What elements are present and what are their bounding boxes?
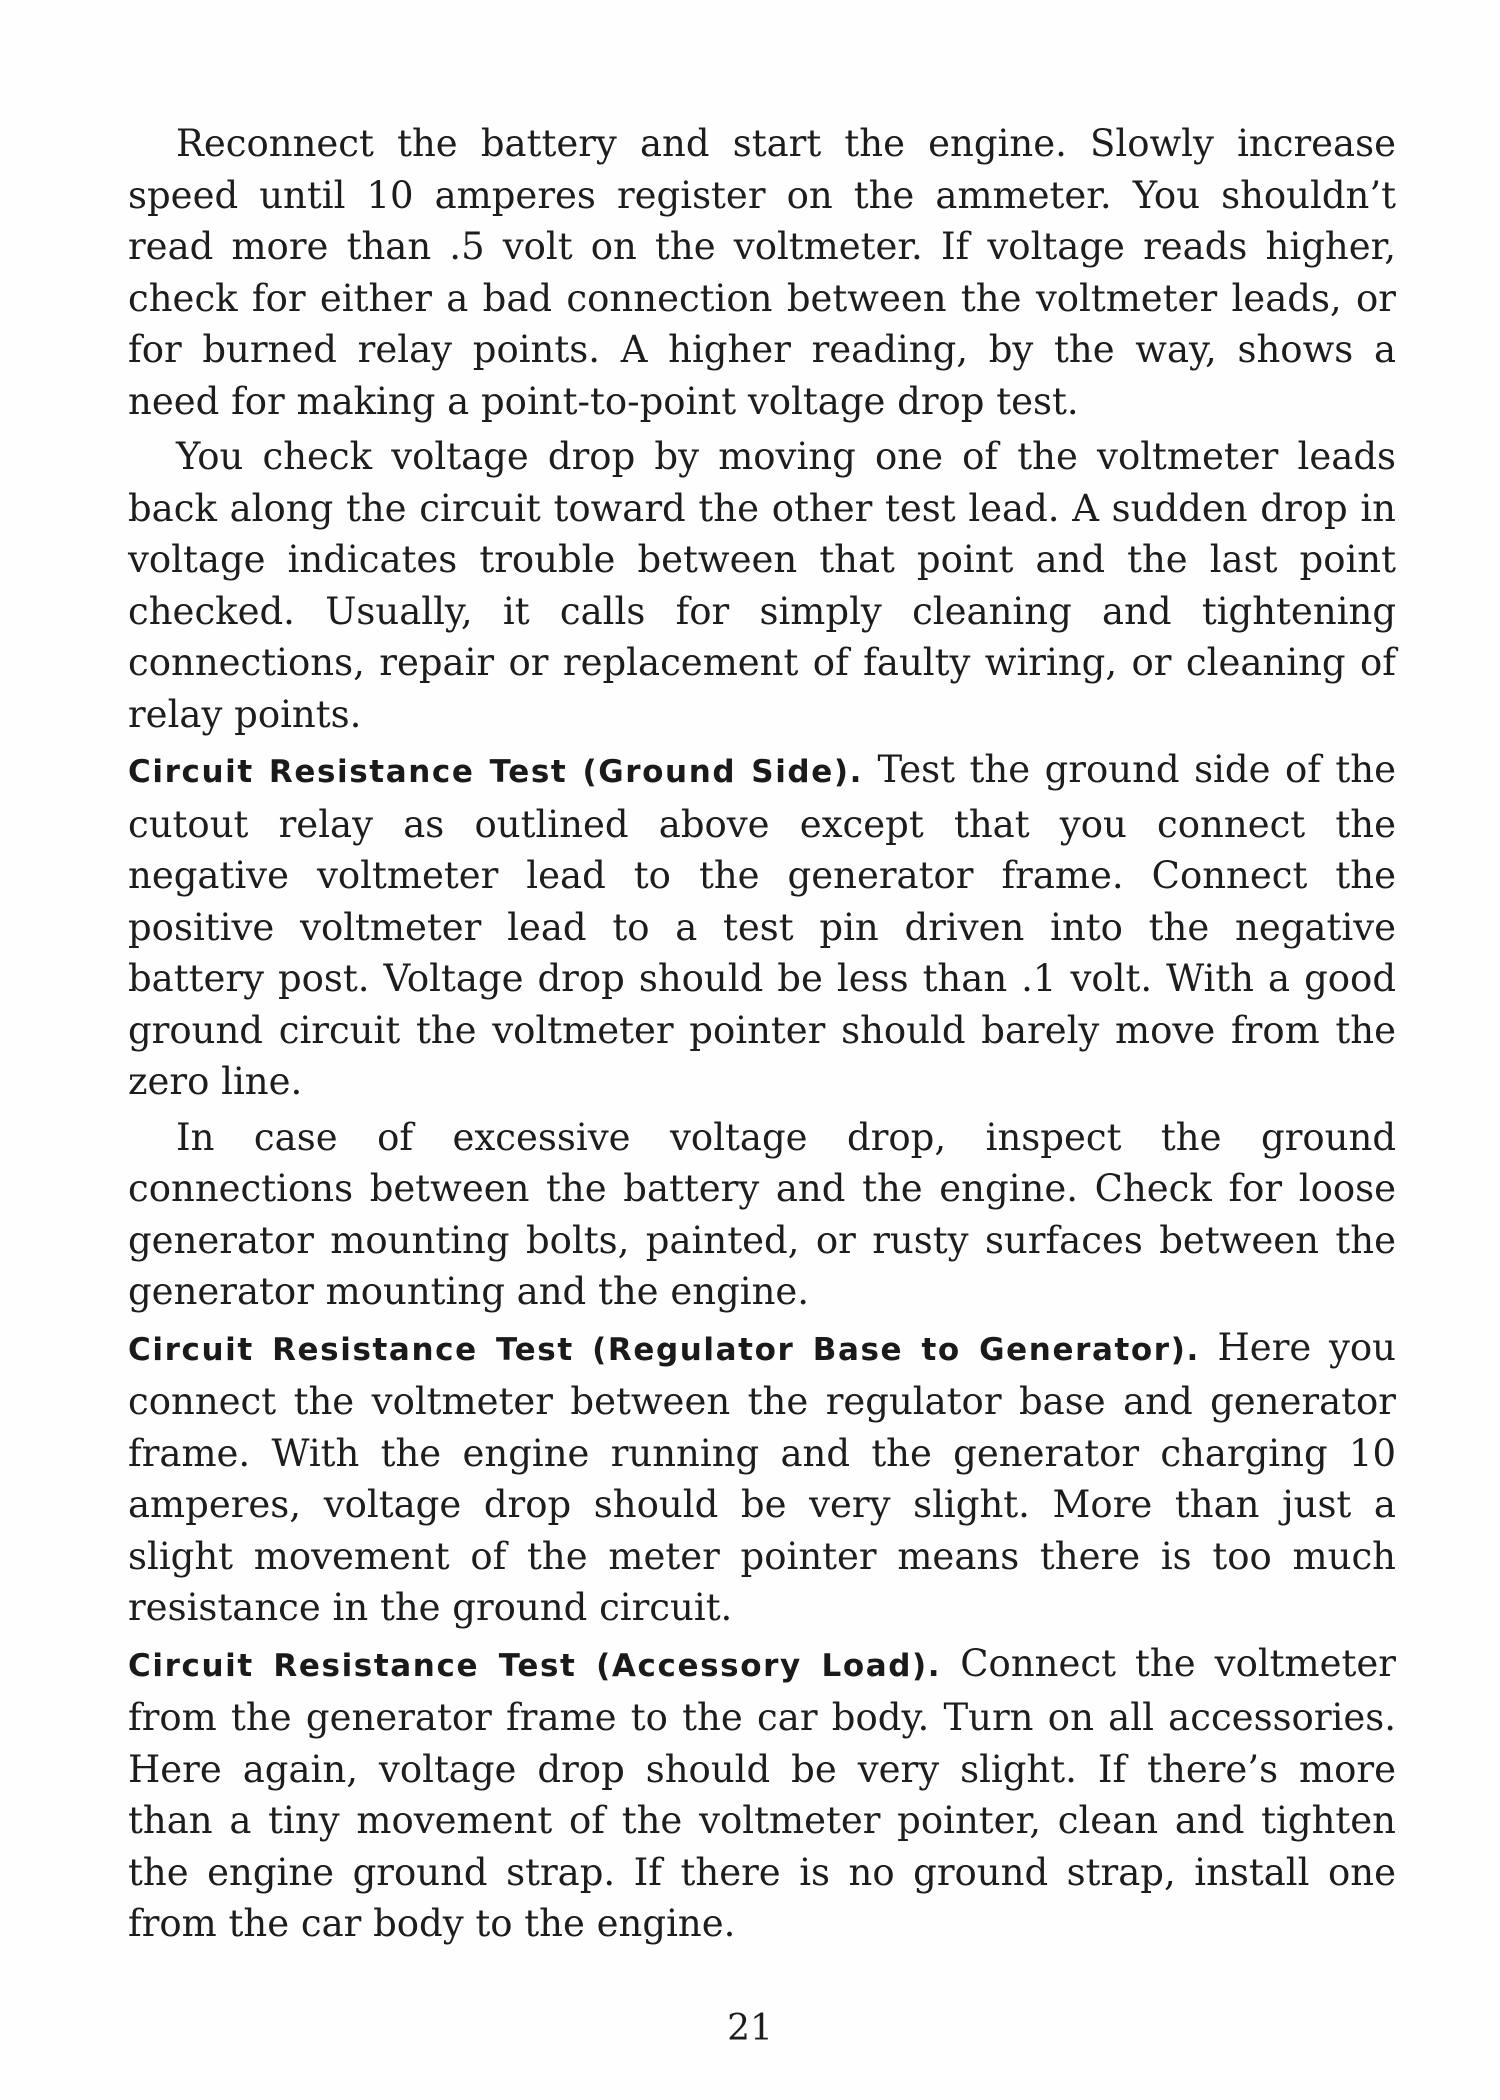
paragraph-text: Connect the voltmeter from the generator frame to the car body. Turn on all accessories. Here again, voltage drop should be very slight. If there’s more than a tiny movement of the voltmeter pointer, clean and tighten the engine ground strap. If there is no ground strap, install one from the car body to the engine. [128,1641,1396,1945]
paragraph-voltage-drop-check [128,431,1396,740]
paragraph-reconnect-battery [128,118,1396,427]
section-regulator-base [128,1322,1396,1634]
section-ground-side [128,744,1396,1108]
paragraph-text: You check voltage drop by moving one of the voltmeter leads back along the circuit toward the other test lead. A sudden drop in voltage indicates trouble between that point and the last point checked. Usually, it calls for simply cleaning and tightening connections, repair or replacement of faulty wiring, or cleaning of relay points. [128,435,1396,736]
section-heading: Circuit Resistance Test (Accessory Load). [128,1647,942,1684]
paragraph-text: In case of excessive voltage drop, inspect the ground connections between the battery and the engine. Check for loose generator mounting bolts, painted, or rusty surfaces between the generator mounting and the engine. [128,1115,1396,1313]
paragraph-text: Here you connect the voltmeter between the regulator base and generator frame. With the engine running and the generator charging 10 amperes, voltage drop should be very slight. More than just a slight movement of the meter pointer means there is too much resistance in the ground circuit. [128,1325,1396,1629]
paragraph-excessive-voltage-drop [128,1112,1396,1318]
page-body-text [128,118,1396,1950]
section-accessory-load [128,1638,1396,1950]
page-number: 21 [727,2008,773,2049]
section-heading: Circuit Resistance Test (Ground Side). [128,754,863,790]
paragraph-text: Reconnect the battery and start the engine. Slowly increase speed until 10 amperes register on the ammeter. You shouldn’t read more than .5 volt on the voltmeter. If voltage reads higher, check for either a bad connection between the voltmeter leads, or for burned relay points. A higher reading, by the way, shows a need for making a point-to-point voltage drop test. [128,122,1396,423]
section-heading: Circuit Resistance Test (Regulator Base to Generator). [128,1331,1200,1368]
paragraph-text: Test the ground side of the cutout relay as outlined above except that you connect the negative voltmeter lead to the generator frame. Connect the positive voltmeter lead to a test pin driven into the negative battery post. Voltage drop should be less than .1 volt. With a good ground circuit the voltmeter pointer should barely move from the zero line. [128,748,1396,1103]
